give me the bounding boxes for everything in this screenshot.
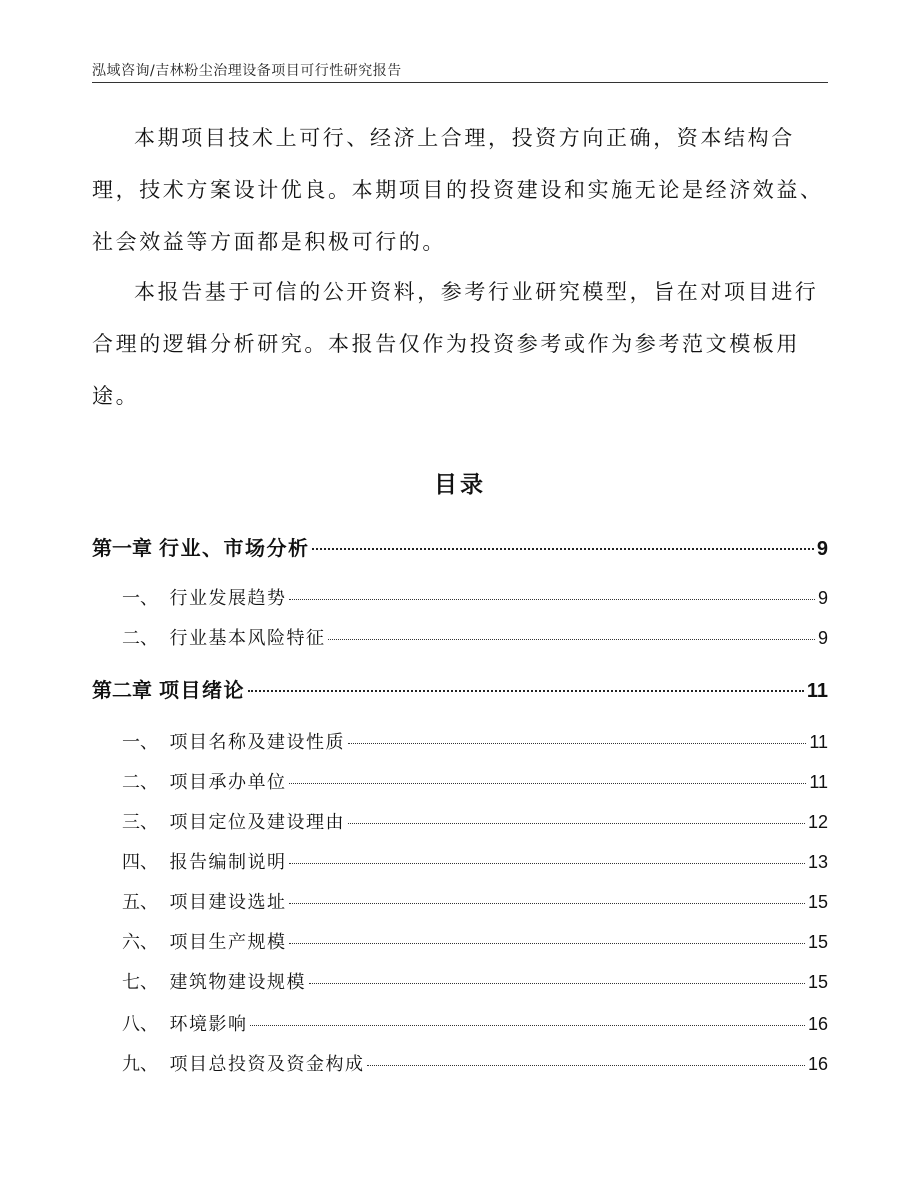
toc-entry-number: 八、 [122, 1014, 170, 1035]
toc-page-number: 16 [807, 1054, 828, 1074]
toc-section-entry[interactable] [92, 968, 828, 994]
toc-entry-label: 项目定位及建设理由 [169, 812, 345, 833]
toc-entry-number: 五、 [122, 892, 170, 913]
running-header: 泓域咨询/吉林粉尘治理设备项目可行性研究报告 [92, 63, 402, 79]
toc-title: 目录 [434, 472, 486, 498]
toc-dot-leader [348, 743, 806, 744]
toc-dot-leader [348, 823, 805, 824]
toc-entry-number: 二、 [122, 628, 170, 649]
toc-page-number: 11 [809, 772, 828, 792]
toc-dot-leader [367, 1065, 805, 1066]
toc-entry-label: 项目总投资及资金构成 [169, 1054, 365, 1075]
toc-entry-label: 行业基本风险特征 [169, 628, 326, 649]
toc-entry-number: 一、 [122, 732, 170, 753]
toc-entry-label: 环境影响 [169, 1014, 248, 1035]
toc-page-number: 15 [807, 972, 828, 992]
toc-entry-label: 行业发展趋势 [169, 588, 287, 609]
toc-entry-number: 第一章 [92, 536, 159, 560]
toc-section-entry[interactable] [92, 768, 828, 794]
toc-section-entry[interactable] [92, 584, 828, 610]
toc-entry-number: 六、 [122, 932, 170, 953]
toc-entry-label: 项目名称及建设性质 [169, 732, 345, 753]
body-paragraph-1: 本期项目技术上可行、经济上合理，投资方向正确，资本结构合理，技术方案设计优良。本期项目的投资建设和实施无论是经济效益、社会效益等方面都是积极可行的。 [92, 126, 824, 254]
toc-entry-number: 四、 [122, 852, 170, 873]
toc-page-number: 11 [809, 732, 828, 752]
toc-section-entry[interactable] [92, 1050, 828, 1076]
header-divider [92, 82, 828, 83]
toc-dot-leader [289, 863, 805, 864]
toc-entry-label: 建筑物建设规模 [169, 972, 306, 993]
toc-page-number: 11 [806, 680, 828, 702]
toc-page-number: 15 [807, 892, 828, 912]
toc-entry-number: 第二章 [92, 678, 159, 702]
toc-section-entry[interactable] [92, 848, 828, 874]
toc-dot-leader [289, 599, 815, 600]
toc-entry-label: 项目建设选址 [169, 892, 287, 913]
toc-section-entry[interactable] [92, 1010, 828, 1036]
toc-dot-leader [289, 903, 805, 904]
toc-chapter-entry[interactable] [92, 674, 828, 703]
toc-section-entry[interactable] [92, 728, 828, 754]
toc-dot-leader [289, 783, 806, 784]
toc-dot-leader [250, 1025, 805, 1026]
toc-dot-leader [309, 983, 805, 984]
toc-page-number: 9 [816, 538, 828, 560]
toc-page-number: 9 [817, 628, 828, 648]
toc-dot-leader [289, 943, 805, 944]
toc-entry-label: 项目绪论 [158, 678, 245, 702]
toc-chapter-entry[interactable] [92, 532, 828, 561]
toc-page-number: 13 [807, 852, 828, 872]
toc-dot-leader [312, 548, 813, 550]
toc-entry-label: 项目生产规模 [169, 932, 287, 953]
toc-entry-label: 行业、市场分析 [158, 536, 310, 560]
toc-entry-number: 一、 [122, 588, 170, 609]
toc-page-number: 9 [817, 588, 828, 608]
toc-page-number: 16 [807, 1014, 828, 1034]
body-paragraph-2: 本报告基于可信的公开资料，参考行业研究模型，旨在对项目进行合理的逻辑分析研究。本报告仅作为投资参考或作为参考范文模板用途。 [92, 280, 819, 408]
toc-entry-number: 七、 [122, 972, 170, 993]
toc-section-entry[interactable] [92, 624, 828, 650]
toc-entry-label: 项目承办单位 [169, 772, 287, 793]
toc-section-entry[interactable] [92, 928, 828, 954]
toc-page-number: 15 [807, 932, 828, 952]
toc-dot-leader [328, 639, 815, 640]
toc-section-entry[interactable] [92, 888, 828, 914]
toc-entry-number: 九、 [122, 1054, 170, 1075]
toc-section-entry[interactable] [92, 808, 828, 834]
toc-dot-leader [248, 690, 804, 692]
toc-entry-number: 三、 [122, 812, 170, 833]
toc-page-number: 12 [807, 812, 828, 832]
toc-entry-label: 报告编制说明 [169, 852, 287, 873]
toc-entry-number: 二、 [122, 772, 170, 793]
